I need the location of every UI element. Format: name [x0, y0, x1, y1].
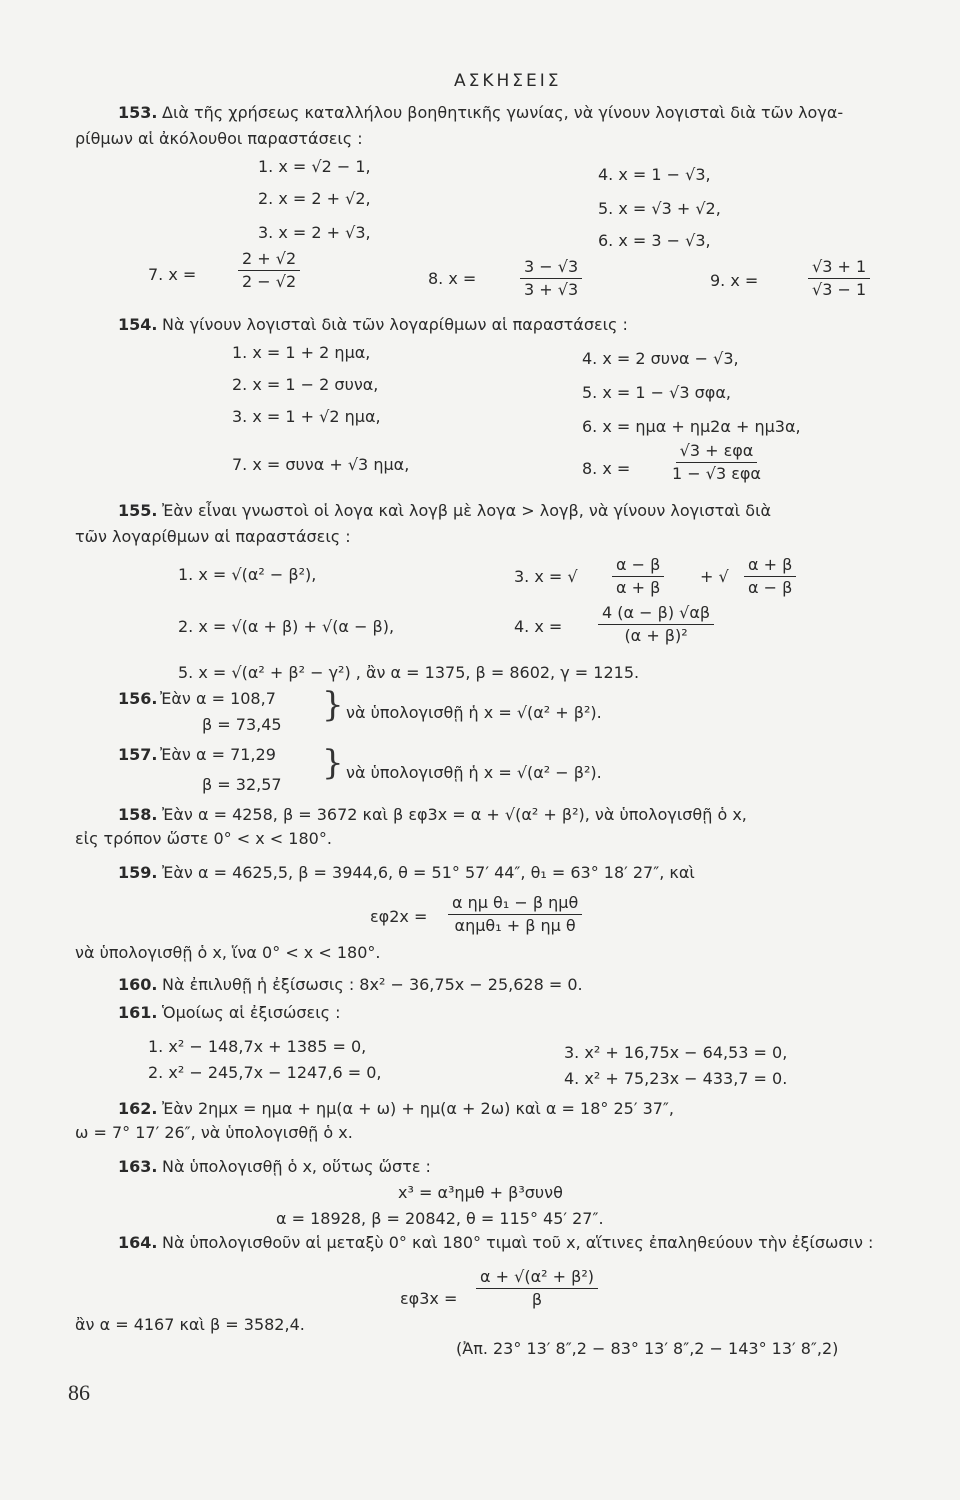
exercise-164-intro: Νὰ ὑπολογισθοῦν αἱ μεταξὺ 0° καὶ 180° τιμαὶ τοῦ x, αἵτινες ἐπαληθεύουν τὴν ἐξίσωσιν :: [162, 1233, 874, 1252]
exercise-154-item-2: 2. x = 1 − 2 συνα,: [232, 375, 379, 394]
exercise-161-item-4: 4. x² + 75,23x − 433,7 = 0.: [564, 1069, 788, 1088]
exercise-159-equation-fraction: [448, 894, 582, 935]
exercise-157-text: νὰ ὑπολογισθῇ ἡ x = √(α² − β²).: [346, 763, 602, 782]
exercise-number-164: 164.: [118, 1233, 158, 1252]
exercise-164-answer: (Ἀπ. 23° 13′ 8″,2 − 83° 13′ 8″,2 − 143° 13′ 8″,2): [456, 1339, 839, 1358]
exercise-number-160: 160.: [118, 975, 158, 994]
exercise-155-item-3-plus: + √: [700, 567, 729, 586]
fraction-denominator: 3 + √3: [524, 280, 579, 299]
fraction-numerator: α − β: [612, 556, 664, 577]
exercise-162-line1: Ἐὰν 2ημx = ημα + ημ(α + ω) + ημ(α + 2ω) καὶ α = 18° 25′ 37″,: [162, 1099, 674, 1118]
exercise-153-intro-line2: ρίθμων αἱ ἀκόλουθοι παραστάσεις :: [75, 129, 363, 148]
exercise-163-equation: x³ = α³ημθ + β³συνθ: [398, 1183, 563, 1202]
fraction-denominator: 2 − √2: [242, 272, 297, 291]
exercise-153-item-8-fraction: [520, 258, 582, 299]
exercise-161-item-2: 2. x² − 245,7x − 1247,6 = 0,: [148, 1063, 382, 1082]
exercise-153-item-7-label: 7. x =: [148, 265, 197, 284]
fraction-numerator: √3 + εφα: [676, 442, 758, 463]
exercise-155-item-3-fraction-b: [744, 556, 796, 597]
exercise-154-item-6: 6. x = ημα + ημ2α + ημ3α,: [582, 417, 801, 436]
exercise-161-intro: Ὁμοίως αἱ ἐξισώσεις :: [162, 1003, 341, 1022]
fraction-denominator: β: [531, 1290, 543, 1309]
fraction-denominator: 1 − √3 εφα: [672, 464, 761, 483]
exercise-156-beta: β = 73,45: [202, 715, 282, 734]
exercise-155-item-5: 5. x = √(α² + β² − γ²) , ἂν α = 1375, β = 8602, γ = 1215.: [178, 663, 640, 682]
fraction-denominator: α − β: [748, 578, 793, 597]
fraction-numerator: 3 − √3: [520, 258, 582, 279]
exercise-number-158: 158.: [118, 805, 158, 824]
exercise-162-line2: ω = 7° 17′ 26″, νὰ ὑπολογισθῇ ὁ x.: [75, 1123, 353, 1142]
fraction-denominator: (α + β)²: [624, 626, 688, 645]
exercise-158-line1: Ἐὰν α = 4258, β = 3672 καὶ β εφ3x = α + √(α² + β²), νὰ ὑπολογισθῇ ὁ x,: [162, 805, 747, 824]
exercise-number-161: 161.: [118, 1003, 158, 1022]
fraction-numerator: α + β: [744, 556, 796, 577]
exercise-154-item-1: 1. x = 1 + 2 ημα,: [232, 343, 371, 362]
exercise-153-item-2: 2. x = 2 + √2,: [258, 189, 371, 208]
exercise-number-157: 157.: [118, 745, 158, 764]
exercise-155-intro-line1: Ἐὰν εἶναι γνωστοὶ οἱ λογα καὶ λογβ μὲ λογα > λογβ, νὰ γίνουν λογισταὶ διὰ: [162, 501, 772, 520]
exercise-159-line1: Ἐὰν α = 4625,5, β = 3944,6, θ = 51° 57′ 44″, θ₁ = 63° 18′ 27″, καὶ: [162, 863, 695, 882]
exercise-number-159: 159.: [118, 863, 158, 882]
exercise-number-156: 156.: [118, 689, 158, 708]
exercise-155-item-1: 1. x = √(α² − β²),: [178, 565, 317, 584]
exercise-154-item-8-fraction: [668, 442, 765, 483]
fraction-numerator: α ημ θ₁ − β ημθ: [448, 894, 582, 915]
page-heading: ΑΣΚΗΣΕΙΣ: [454, 71, 562, 91]
page-number: 86: [68, 1380, 90, 1405]
fraction-numerator: √3 + 1: [808, 258, 870, 279]
fraction-numerator: α + √(α² + β²): [476, 1268, 598, 1289]
exercise-161-item-3: 3. x² + 16,75x − 64,53 = 0,: [564, 1043, 788, 1062]
exercise-154-item-8-label: 8. x =: [582, 459, 631, 478]
exercise-155-intro-line2: τῶν λογαρίθμων αἱ παραστάσεις :: [75, 527, 351, 546]
right-brace-icon: }: [322, 685, 344, 725]
exercise-159-line3: νὰ ὑπολογισθῇ ὁ x, ἵνα 0° < x < 180°.: [75, 943, 381, 962]
fraction-numerator: 2 + √2: [238, 250, 300, 271]
exercise-153-item-5: 5. x = √3 + √2,: [598, 199, 721, 218]
exercise-153-item-1: 1. x = √2 − 1,: [258, 157, 371, 176]
exercise-153-item-6: 6. x = 3 − √3,: [598, 231, 711, 250]
exercise-156-text: νὰ ὑπολογισθῇ ἡ x = √(α² + β²).: [346, 703, 602, 722]
exercise-153-item-9-label: 9. x =: [710, 271, 759, 290]
exercise-157-alpha: Ἐὰν α = 71,29: [160, 745, 276, 764]
exercise-155-item-4-label: 4. x =: [514, 617, 563, 636]
exercise-154-item-3: 3. x = 1 + √2 ημα,: [232, 407, 381, 426]
fraction-denominator: √3 − 1: [812, 280, 867, 299]
exercise-159-equation-label: εφ2x =: [370, 907, 428, 926]
exercise-153-item-8-label: 8. x =: [428, 269, 477, 288]
exercise-158-line2: εἰς τρόπον ὥστε 0° < x < 180°.: [75, 829, 332, 848]
exercise-155-item-3-fraction-a: [612, 556, 664, 597]
exercise-161-item-1: 1. x² − 148,7x + 1385 = 0,: [148, 1037, 367, 1056]
exercise-153-item-4: 4. x = 1 − √3,: [598, 165, 711, 184]
fraction-denominator: αημθ₁ + β ημ θ: [454, 916, 576, 935]
exercise-153-intro-line1: Διὰ τῆς χρήσεως καταλλήλου βοηθητικῆς γωνίας, νὰ γίνουν λογισταὶ διὰ τῶν λογα-: [162, 103, 844, 122]
exercise-156-alpha: Ἐὰν α = 108,7: [160, 689, 276, 708]
exercise-155-item-4-fraction: [598, 604, 714, 645]
exercise-155-item-2: 2. x = √(α + β) + √(α − β),: [178, 617, 395, 636]
exercise-154-item-5: 5. x = 1 − √3 σφα,: [582, 383, 731, 402]
exercise-154-item-4: 4. x = 2 συνα − √3,: [582, 349, 739, 368]
exercise-163-values: α = 18928, β = 20842, θ = 115° 45′ 27″.: [276, 1209, 604, 1228]
exercise-154-item-7: 7. x = συνα + √3 ημα,: [232, 455, 410, 474]
exercise-number-154: 154.: [118, 315, 158, 334]
exercise-number-163: 163.: [118, 1157, 158, 1176]
exercise-164-equation-fraction: [476, 1268, 598, 1309]
exercise-163-intro: Νὰ ὑπολογισθῇ ὁ x, οὕτως ὥστε :: [162, 1157, 431, 1176]
exercise-155-item-3-label: 3. x = √: [514, 567, 578, 586]
exercise-number-155: 155.: [118, 501, 158, 520]
exercise-154-intro: Νὰ γίνουν λογισταὶ διὰ τῶν λογαρίθμων αἱ παραστάσεις :: [162, 315, 628, 334]
exercise-number-153: 153.: [118, 103, 158, 122]
fraction-denominator: α + β: [616, 578, 661, 597]
exercise-157-beta: β = 32,57: [202, 775, 282, 794]
exercise-164-values: ἂν α = 4167 καὶ β = 3582,4.: [75, 1315, 305, 1334]
exercise-number-162: 162.: [118, 1099, 158, 1118]
fraction-numerator: 4 (α − β) √αβ: [598, 604, 714, 625]
exercise-153-item-7-fraction: [238, 250, 300, 291]
exercise-164-equation-label: εφ3x =: [400, 1289, 458, 1308]
right-brace-icon: }: [322, 743, 344, 783]
exercise-153-item-9-fraction: [808, 258, 870, 299]
exercise-153-item-3: 3. x = 2 + √3,: [258, 223, 371, 242]
exercise-160-text: Νὰ ἐπιλυθῇ ἡ ἐξίσωσις : 8x² − 36,75x − 25,628 = 0.: [162, 975, 583, 994]
